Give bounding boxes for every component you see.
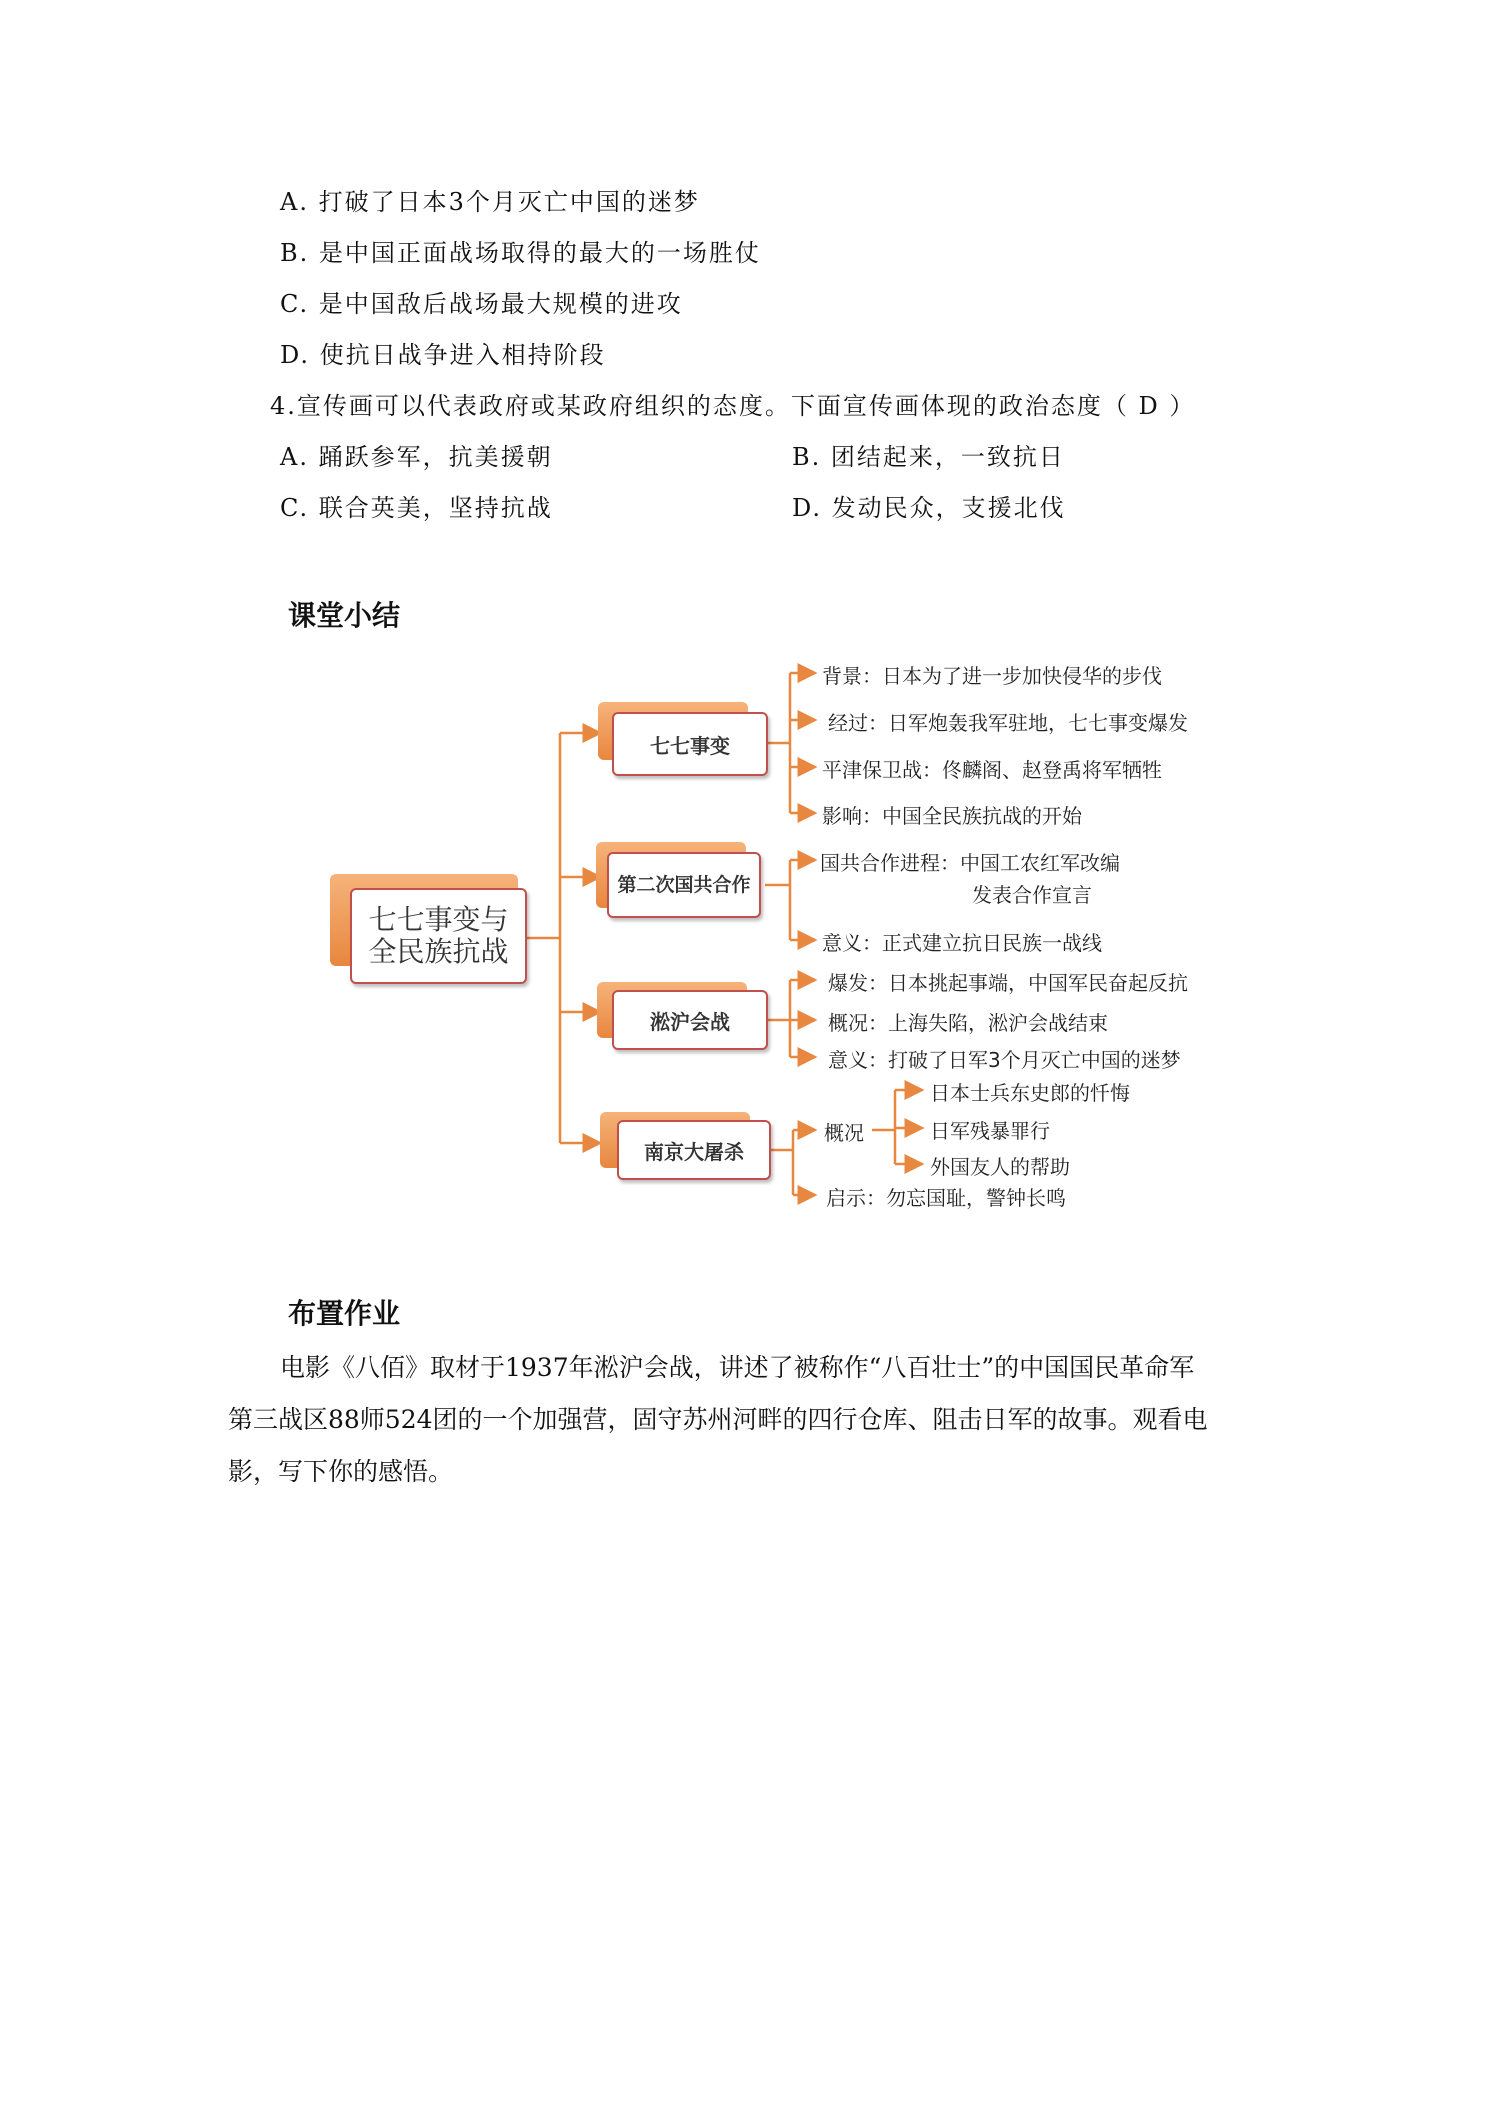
q4-option-c: C. 联合英美，坚持抗战	[280, 494, 553, 522]
b1-item-impact: 影响：中国全民族抗战的开始	[822, 804, 1082, 828]
b4-subitem-2: 日军残暴罪行	[930, 1119, 1050, 1143]
branch4-node: 南京大屠杀	[617, 1120, 771, 1180]
b2-item-declaration: 发表合作宣言	[972, 883, 1092, 907]
b3-item-significance: 意义：打破了日军3个月灭亡中国的迷梦	[828, 1048, 1181, 1072]
branch3-node: 淞沪会战	[612, 990, 768, 1050]
branch2-node: 第二次国共合作	[607, 852, 761, 918]
summary-heading: 课堂小结	[288, 599, 401, 632]
root-node-line2: 全民族抗战	[368, 935, 509, 968]
b4-item-lesson: 启示：勿忘国耻，警钟长鸣	[826, 1186, 1066, 1210]
homework-line-1: 电影《八佰》取材于1937年淞沪会战，讲述了被称作“八百壮士”的中国国民革命军	[280, 1353, 1195, 1382]
homework-line-3: 影，写下你的感悟。	[228, 1457, 454, 1486]
b1-item-process: 经过：日军炮轰我军驻地，七七事变爆发	[828, 711, 1188, 735]
q3-option-c: C. 是中国敌后战场最大规模的进攻	[280, 290, 683, 318]
q3-option-d: D. 使抗日战争进入相持阶段	[280, 341, 606, 369]
root-node	[350, 888, 527, 984]
b4-sub-overview: 概况	[824, 1121, 864, 1145]
homework-line-2: 第三战区88师524团的一个加强营，固守苏州河畔的四行仓库、阻击日军的故事。观看电	[228, 1405, 1208, 1434]
b4-subitem-3: 外国友人的帮助	[930, 1155, 1070, 1179]
root-node-line1: 七七事变与	[368, 903, 509, 936]
q4-option-d: D. 发动民众，支援北伐	[792, 494, 1066, 522]
homework-heading: 布置作业	[288, 1297, 401, 1330]
q4-option-b: B. 团结起来，一致抗日	[792, 443, 1065, 471]
b3-item-outbreak: 爆发：日本挑起事端，中国军民奋起反抗	[828, 971, 1188, 995]
q3-option-b: B. 是中国正面战场取得的最大的一场胜仗	[280, 239, 761, 267]
q3-option-a: A. 打破了日本3个月灭亡中国的迷梦	[280, 188, 700, 216]
b4-subitem-1: 日本士兵东史郎的忏悔	[930, 1081, 1130, 1105]
b3-item-overview: 概况：上海失陷，淞沪会战结束	[828, 1011, 1108, 1035]
b1-item-pingjin: 平津保卫战：佟麟阁、赵登禹将军牺牲	[822, 758, 1162, 782]
b2-item-process: 国共合作进程：中国工农红军改编	[820, 851, 1120, 875]
b1-item-background: 背景：日本为了进一步加快侵华的步伐	[822, 664, 1162, 688]
b2-item-significance: 意义：正式建立抗日民族一战线	[822, 931, 1102, 955]
branch1-node: 七七事变	[612, 712, 768, 776]
q4-stem: 4.宣传画可以代表政府或某政府组织的态度。下面宣传画体现的政治态度（ D ）	[270, 392, 1196, 420]
q4-option-a: A. 踊跃参军，抗美援朝	[280, 443, 553, 471]
